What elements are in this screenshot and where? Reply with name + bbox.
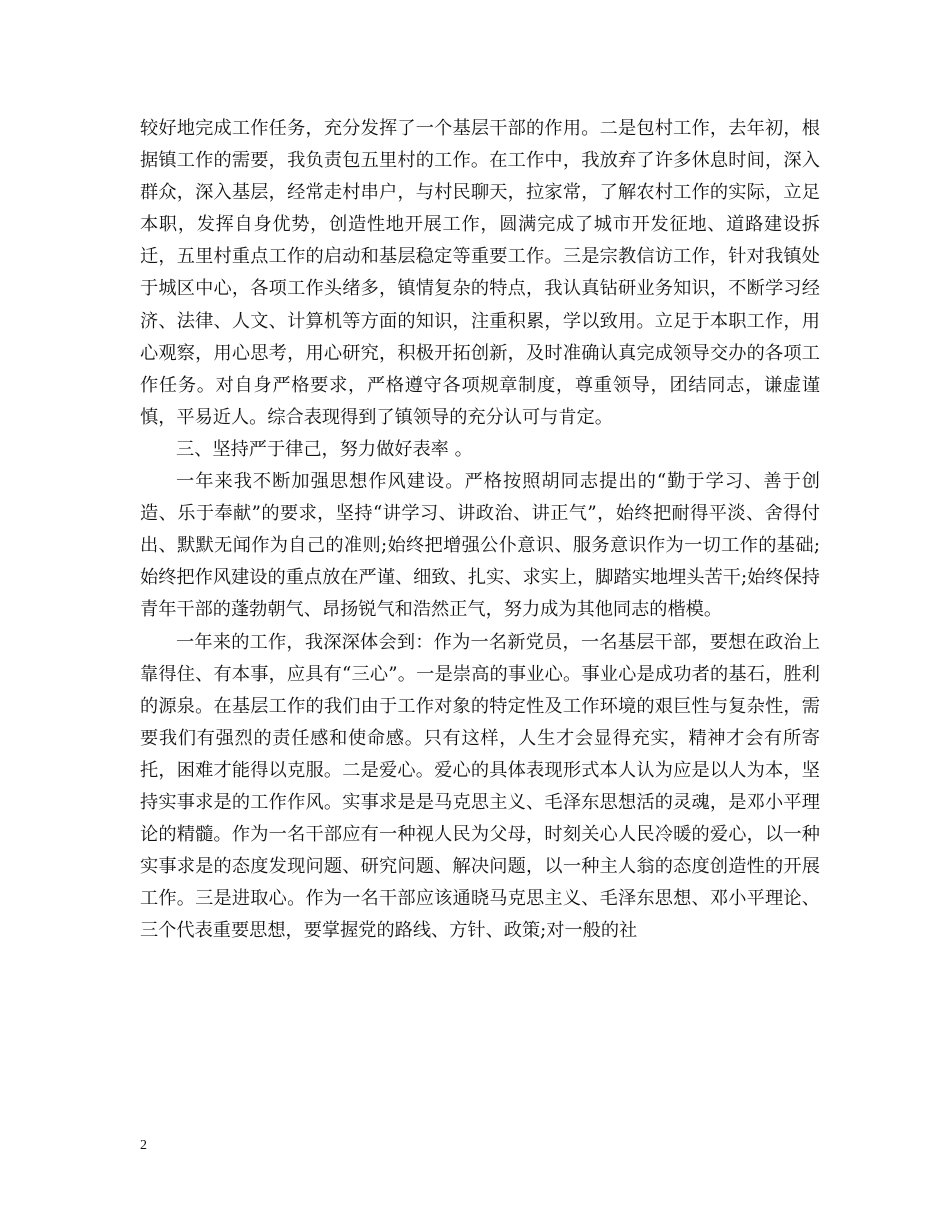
page-number: 2 (140, 1138, 147, 1153)
document-body (140, 113, 820, 947)
paragraph-1: 较好地完成工作任务，充分发挥了一个基层干部的作用。二是包村工作，去年初，根据镇工作的需要，我负责包五里村的工作。在工作中，我放弃了许多休息时间，深入群众，深入基层，经常走村串户，与村民聊天，拉家常，了解农村工作的实际，立足本职，发挥自身优势，创造性地开展工作，圆满完成了城市开发征地、道路建设拆迁，五里村重点工作的启动和基层稳定等重要工作。三是宗教信访工作，针对我镇处于城区中心，各项工作头绪多，镇情复杂的特点，我认真钻研业务知识，不断学习经济、法律、人文、计算机等方面的知识，注重积累，学以致用。立足于本职工作，用心观察，用心思考，用心研究，积极开拓创新，及时准确认真完成领导交办的各项工作任务。对自身严格要求，严格遵守各项规章制度，尊重领导，团结同志，谦虚谨慎，平易近人。综合表现得到了镇领导的充分认可与肯定。 (140, 118, 820, 428)
paragraph-3: 一年来我不断加强思想作风建设。严格按照胡同志提出的“勤于学习、善于创造、乐于奉献”的要求，坚持“讲学习、讲政治、讲正气”，始终把耐得平淡、舍得付出、默默无闻作为自己的准则;始终把增强公仆意识、服务意识作为一切工作的基础;始终把作风建设的重点放在严谨、细致、扎实、求实上，脚踏实地埋头苦干;始终保持青年干部的蓬勃朝气、昂扬锐气和浩然正气，努力成为其他同志的楷模。 (140, 471, 820, 621)
paragraph-4: 一年来的工作，我深深体会到：作为一名新党员，一名基层干部，要想在政治上靠得住、有本事，应具有“三心”。一是崇高的事业心。事业心是成功者的基石，胜利的源泉。在基层工作的我们由于工作对象的特定性及工作环境的艰巨性与复杂性，需要我们有强烈的责任感和使命感。只有这样，人生才会显得充实，精神才会有所寄托，困难才能得以克服。二是爱心。爱心的具体表现形式本人认为应是以人为本，坚持实事求是的工作作风。实事求是是马克思主义、毛泽东思想活的灵魂，是邓小平理论的精髓。作为一名干部应有一种视人民为父母，时刻关心人民冷暖的爱心，以一种实事求是的态度发现问题、研究问题、解决问题，以一种主人翁的态度创造性的开展工作。三是进取心。作为一名干部应该通晓马克思主义、毛泽东思想、邓小平理论、三个代表重要思想，要掌握党的路线、方针、政策;对一般的社 (140, 631, 820, 942)
paragraph-2-heading: 三、坚持严于律己，努力做好表率 。 (176, 438, 473, 460)
